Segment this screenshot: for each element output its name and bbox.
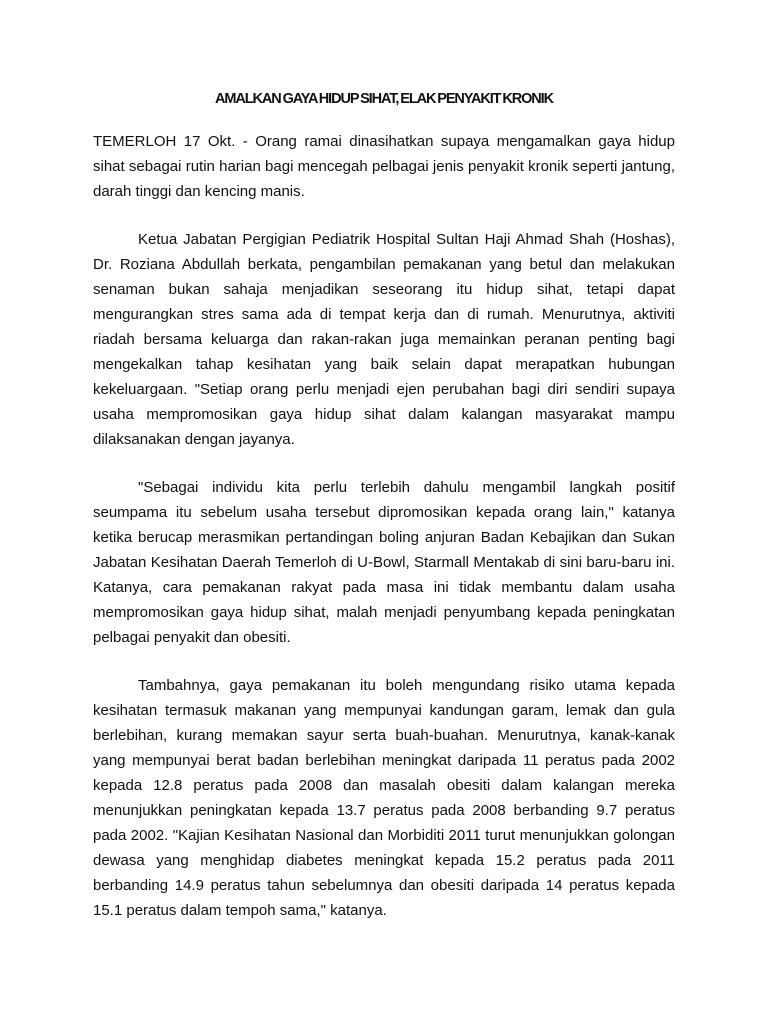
article-body — [93, 129, 675, 946]
paragraph-4: Tambahnya, gaya pemakanan itu boleh mengundang risiko utama kepada kesihatan termasuk makanan yang mempunyai kandungan garam, lemak dan gula berlebihan, kurang memakan sayur serta buah-buahan. Menurutnya, kanak-kanak yang mempunyai berat badan berlebihan meningkat daripada 11 peratus pada 2002 kepada 12.8 peratus pada 2008 dan masalah obesiti dalam kalangan mereka menunjukkan peningkatan kepada 13.7 peratus pada 2008 berbanding 9.7 peratus pada 2002. "Kajian Kesihatan Nasional dan Morbiditi 2011 turut menunjukkan golongan dewasa yang menghidap diabetes meningkat kepada 15.2 peratus pada 2011 berbanding 14.9 peratus tahun sebelumnya dan obesiti daripada 14 peratus kepada 15.1 peratus dalam tempoh sama," katanya. — [93, 677, 675, 919]
paragraph-1: TEMERLOH 17 Okt. - Orang ramai dinasihatkan supaya mengamalkan gaya hidup sihat sebagai rutin harian bagi mencegah pelbagai jenis penyakit kronik seperti jantung, darah tinggi dan kencing manis. — [93, 133, 675, 200]
article-title: AMALKAN GAYA HIDUP SIHAT, ELAK PENYAKIT KRONIK — [215, 91, 553, 107]
paragraph-3: "Sebagai individu kita perlu terlebih dahulu mengambil langkah positif seumpama itu sebelum usaha tersebut dipromosikan kepada orang lain," katanya ketika berucap merasmikan pertandingan boling anjuran Badan Kebajikan dan Sukan Jabatan Kesihatan Daerah Temerloh di U-Bowl, Starmall Mentakab di sini baru-baru ini. Katanya, cara pemakanan rakyat pada masa ini tidak membantu dalam usaha mempromosikan gaya hidup sihat, malah menjadi penyumbang kepada peningkatan pelbagai penyakit dan obesiti. — [93, 479, 675, 646]
paragraph-2: Ketua Jabatan Pergigian Pediatrik Hospital Sultan Haji Ahmad Shah (Hoshas), Dr. Roziana Abdullah berkata, pengambilan pemakanan yang betul dan melakukan senaman bukan sahaja menjadikan seseorang itu hidup sihat, tetapi dapat mengurangkan stres sama ada di tempat kerja dan di rumah. Menurutnya, aktiviti riadah bersama keluarga dan rakan-rakan juga memainkan peranan penting bagi mengekalkan tahap kesihatan yang baik selain dapat merapatkan hubungan kekeluargaan. "Setiap orang perlu menjadi ejen perubahan bagi diri sendiri supaya usaha mempromosikan gaya hidup sihat dalam kalangan masyarakat mampu dilaksanakan dengan jayanya. — [93, 231, 675, 448]
